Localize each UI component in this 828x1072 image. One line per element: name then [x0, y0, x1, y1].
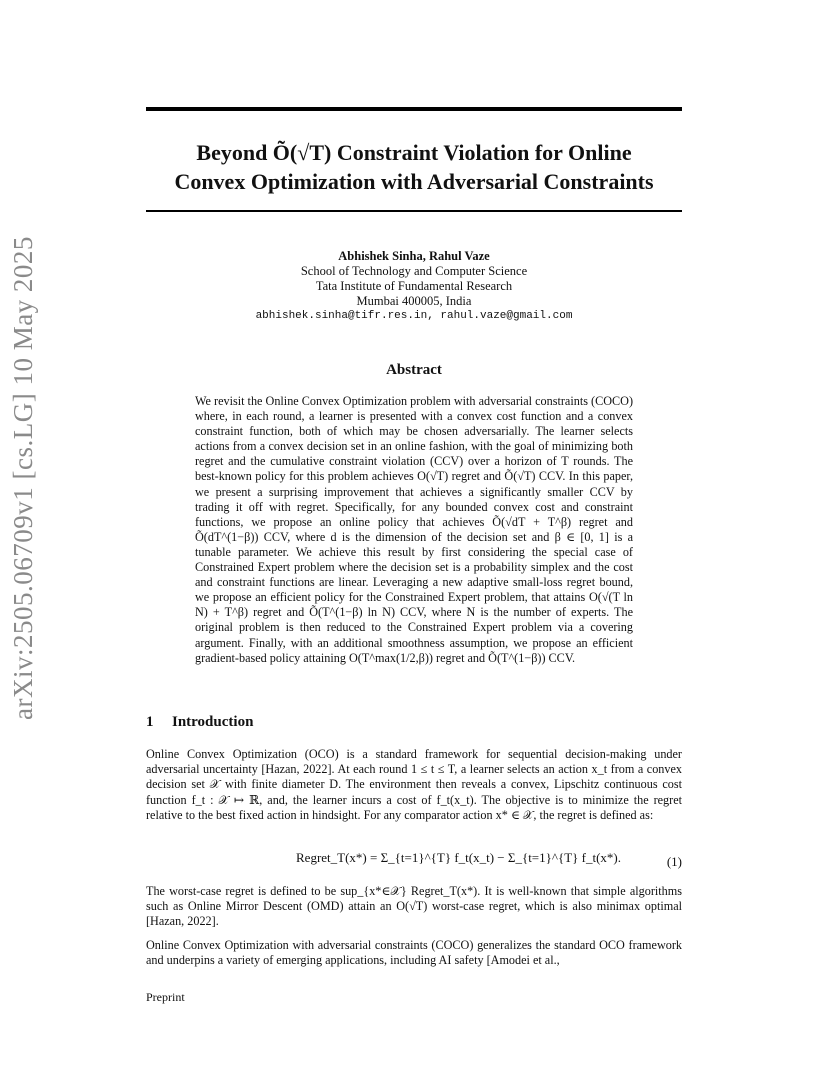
intro-paragraph-2	[146, 884, 682, 976]
abstract-body	[195, 394, 633, 666]
equation-body: Regret_T(x*) = Σ_{t=1}^{T} f_t(x_t) − Σ_{t=1}^{T} f_t(x*).	[296, 850, 621, 865]
abstract-heading: Abstract	[386, 362, 442, 378]
affiliation-line-3: Mumbai 400005, India	[356, 294, 472, 308]
title-top-rule	[146, 107, 682, 111]
footer-label: Preprint	[146, 990, 185, 1004]
abstract-text: We revisit the Online Convex Optimization problem with adversarial constraints (COCO) where, in each round, a learner is presented with a convex cost function and a convex constraint function, both of which may be chosen adversarially. The learner selects actions from a convex decision set in an online fashion, with the goal of minimizing both regret and the cumulative constraint violation (CCV) over a horizon of T rounds. The best-known policy for this problem achieves O(√T) regret and Õ(√T) CCV. In this paper, we present a surprising improvement that achieves a significantly smaller CCV by trading it off with regret. Specifically, for any bounded convex cost and constraint functions, we propose an online policy that achieves Õ(√dT + T^β) regret and Õ(dT^(1−β)) CCV, where d is the dimension of the decision set and β ∈ [0, 1] is a tunable parameter. We achieve this result by first considering the special case of Constrained Expert problem where the decision set is a probability simplex and the cost and constraint functions are linear. Leveraging a new adaptive small-loss regret bound, we propose an efficient policy for the Constrained Expert problem, that attains O(√(T ln N) + T^β) regret and Õ(T^(1−β) ln N) CCV, where N is the number of experts. The original problem is then reduced to the Constrained Expert problem via a covering argument. Finally, with an additional smoothness assumption, we propose an efficient gradient-based policy attaining O(T^max(1/2,β)) regret and Õ(T^(1−β)) CCV.	[195, 394, 633, 665]
title-line-1: Beyond Õ(√T) Constraint Violation for Online	[196, 140, 632, 165]
equation-number: (1)	[666, 854, 682, 869]
title-line-2: Convex Optimization with Adversarial Constraints	[174, 169, 654, 194]
intro-text-2: The worst-case regret is defined to be sup_{x*∈𝒳} Regret_T(x*). It is well-known that simple algorithms such as Online Mirror Descent (OMD) attain an O(√T) worst-case regret, which is also minimax optimal [Hazan, 2022].	[146, 884, 682, 929]
author-emails: abhishek.sinha@tifr.res.in, rahul.vaze@gmail.com	[255, 310, 573, 322]
title-bottom-rule	[146, 210, 682, 212]
affiliation-line-1: School of Technology and Computer Science	[300, 264, 528, 278]
affiliation-line-2: Tata Institute of Fundamental Research	[315, 279, 513, 293]
section-title: Introduction	[172, 714, 254, 730]
author-names: Abhishek Sinha, Rahul Vaze	[338, 249, 490, 263]
intro-paragraph-1	[146, 747, 682, 831]
intro-text-3: Online Convex Optimization with adversarial constraints (COCO) generalizes the standard OCO framework and underpins a variety of emerging applications, including AI safety [Amodei et al.,	[146, 937, 682, 967]
intro-text-1: Online Convex Optimization (OCO) is a standard framework for sequential decision-making under adversarial uncertainty [Hazan, 2022]. At each round 1 ≤ t ≤ T, a learner selects an action x_t from a convex decision set 𝒳 with finite diameter D. The environment then reveals a convex, Lipschitz continuous cost function f_t : 𝒳 ↦ ℝ, and, the learner incurs a cost of f_t(x_t). The objective is to minimize the regret relative to the best fixed action in hindsight. For any comparator action x* ∈ 𝒳, the regret is defined as:	[146, 747, 682, 822]
author-block	[146, 249, 682, 324]
section-heading	[146, 714, 253, 731]
arxiv-identifier: arXiv:2505.06709v1 [cs.LG] 10 May 2025	[8, 236, 38, 720]
regret-equation	[146, 842, 682, 878]
section-number: 1	[146, 714, 154, 730]
paper-title	[146, 138, 682, 196]
